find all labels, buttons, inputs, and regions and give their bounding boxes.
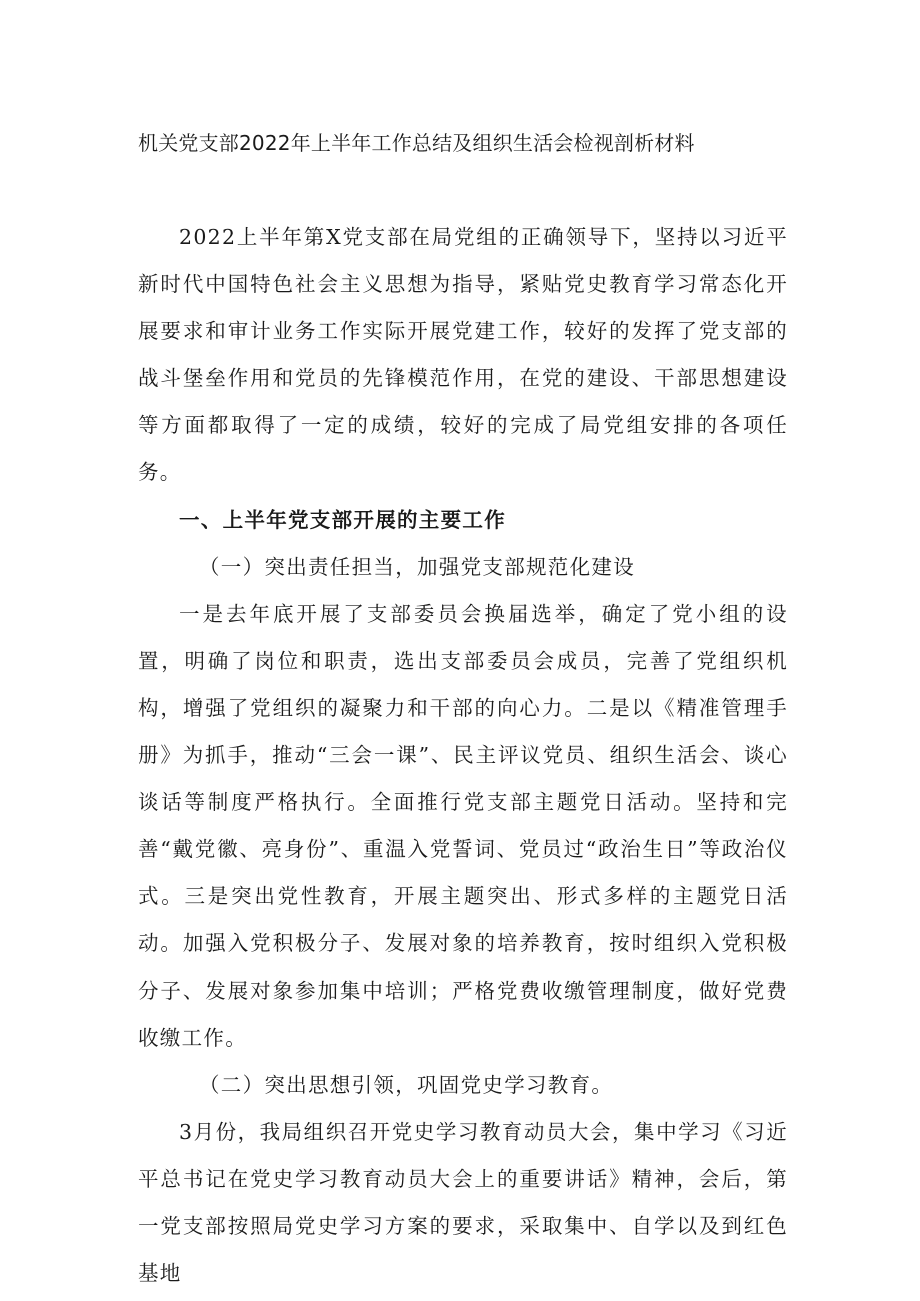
subsection-paragraph: 3月份，我局组织召开党史学习教育动员大会，集中学习《习近平总书记在党史学习教育动员大会上的重要讲话》精神，会后，第一党支部按照局党史学习方案的要求，采取集中、自学以及到红色基地 [138,1119,788,1286]
subsection-paragraph: 一是去年底开展了支部委员会换届选举，确定了党小组的设置，明确了岗位和职责，选出支部委员会成员，完善了党组织机构，增强了党组织的凝聚力和干部的向心力。二是以《精准管理手册》为抓手，推动“三会一课”、民主评议党员、组织生活会、谈心谈话等制度严格执行。全面推行党支部主题党日活动。坚持和完善“戴党徽、亮身份”、重温入党誓词、党员过“政治生日”等政治仪式。三是突出党性教育，开展主题突出、形式多样的主题党日活动。加强入党积极分子、发展对象的培养教育，按时组织入党积极分子、发展对象参加集中培训；严格党费收缴管理制度，做好党费收缴工作。 [138,601,788,1050]
document-body [138,214,788,1297]
intro-paragraph: 2022上半年第X党支部在局党组的正确领导下，坚持以习近平新时代中国特色社会主义思想为指导，紧贴党史教育学习常态化开展要求和审计业务工作实际开展党建工作，较好的发挥了党支部的战斗堡垒作用和党员的先锋模范作用，在党的建设、干部思想建设等方面都取得了一定的成绩，较好的完成了局党组安排的各项任务。 [138,225,788,485]
subsection-heading: （二）突出思想引领，巩固党史学习教育。 [199,1072,614,1097]
section-heading: 一、上半年党支部开展的主要工作 [179,507,506,532]
subsection-heading: （一）突出责任担当，加强党支部规范化建设 [199,554,635,579]
document-title: 机关党支部2022年上半年工作总结及组织生活会检视剖析材料 [138,131,695,155]
